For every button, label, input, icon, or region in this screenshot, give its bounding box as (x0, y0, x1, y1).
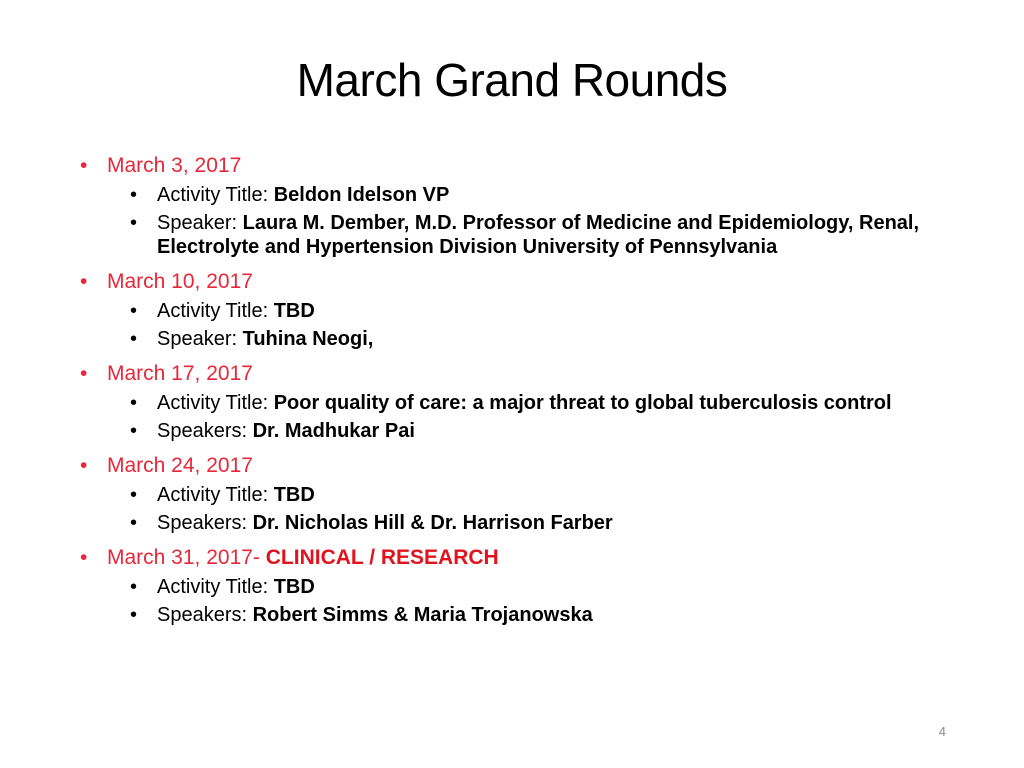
activity-title-value: Poor quality of care: a major threat to global tuberculosis control (273, 392, 892, 414)
event-date: March 10, 2017 (107, 270, 253, 293)
bullet-icon: • (130, 604, 138, 626)
event-details (130, 483, 960, 535)
bullet-icon: • (130, 420, 138, 442)
activity-title-row (130, 575, 960, 599)
list-item (80, 544, 960, 627)
activity-title-label: Activity Title: (157, 184, 274, 206)
activity-title-label: Activity Title: (157, 576, 274, 598)
activity-title-value: Beldon Idelson VP (273, 184, 450, 206)
event-date-row (80, 268, 960, 295)
activity-title-row (130, 483, 960, 507)
activity-title-label: Activity Title: (157, 392, 274, 414)
activity-title-label: Activity Title: (157, 484, 274, 506)
list-item (80, 152, 960, 259)
speaker-label: Speaker: (157, 212, 243, 234)
event-details (130, 299, 960, 351)
event-tag: CLINICAL / RESEARCH (265, 546, 499, 569)
bullet-icon: • (130, 576, 138, 598)
event-date-row (80, 544, 960, 571)
bullet-icon: • (80, 362, 88, 385)
activity-title-label: Activity Title: (157, 300, 274, 322)
bullet-icon: • (130, 328, 138, 350)
event-date: March 24, 2017 (107, 454, 253, 477)
event-date-row (80, 452, 960, 479)
bullet-icon: • (130, 300, 138, 322)
speaker-value: Dr. Madhukar Pai (252, 420, 415, 442)
speaker-label: Speakers: (157, 512, 253, 534)
speaker-label: Speaker: (157, 328, 243, 350)
list-item (80, 452, 960, 535)
list-item (80, 268, 960, 351)
event-date: March 31, 2017- (107, 546, 266, 569)
bullet-icon: • (130, 392, 138, 414)
activity-title-value: TBD (273, 484, 315, 506)
activity-title-value: TBD (273, 576, 315, 598)
bullet-icon: • (80, 546, 88, 569)
activity-title-row (130, 391, 960, 415)
speaker-label: Speakers: (157, 420, 253, 442)
activity-title-row (130, 183, 960, 207)
speaker-value: Tuhina Neogi, (242, 328, 374, 350)
event-date-row (80, 360, 960, 387)
event-date-row (80, 152, 960, 179)
speaker-value: Laura M. Dember, M.D. Professor of Medicine and Epidemiology, Renal, Electrolyte and Hypertension Division University of Pennsylvania (157, 212, 920, 258)
bullet-icon: • (130, 184, 138, 206)
speaker-row (130, 603, 960, 627)
bullet-icon: • (80, 454, 88, 477)
bullet-icon: • (130, 212, 138, 234)
event-date: March 3, 2017 (107, 154, 242, 177)
page-number: 4 (938, 724, 946, 739)
speaker-row (130, 211, 960, 259)
speaker-row (130, 511, 960, 535)
bullet-icon: • (80, 154, 88, 177)
bullet-icon: • (130, 512, 138, 534)
slide-title: March Grand Rounds (296, 54, 728, 106)
speaker-value: Robert Simms & Maria Trojanowska (252, 604, 593, 626)
bullet-list (80, 152, 960, 636)
speaker-value: Dr. Nicholas Hill & Dr. Harrison Farber (252, 512, 613, 534)
list-item (80, 360, 960, 443)
event-details (130, 183, 960, 259)
speaker-row (130, 419, 960, 443)
event-details (130, 391, 960, 443)
speaker-row (130, 327, 960, 351)
bullet-icon: • (130, 484, 138, 506)
activity-title-row (130, 299, 960, 323)
event-date: March 17, 2017 (107, 362, 253, 385)
speaker-label: Speakers: (157, 604, 253, 626)
event-details (130, 575, 960, 627)
activity-title-value: TBD (273, 300, 315, 322)
bullet-icon: • (80, 270, 88, 293)
